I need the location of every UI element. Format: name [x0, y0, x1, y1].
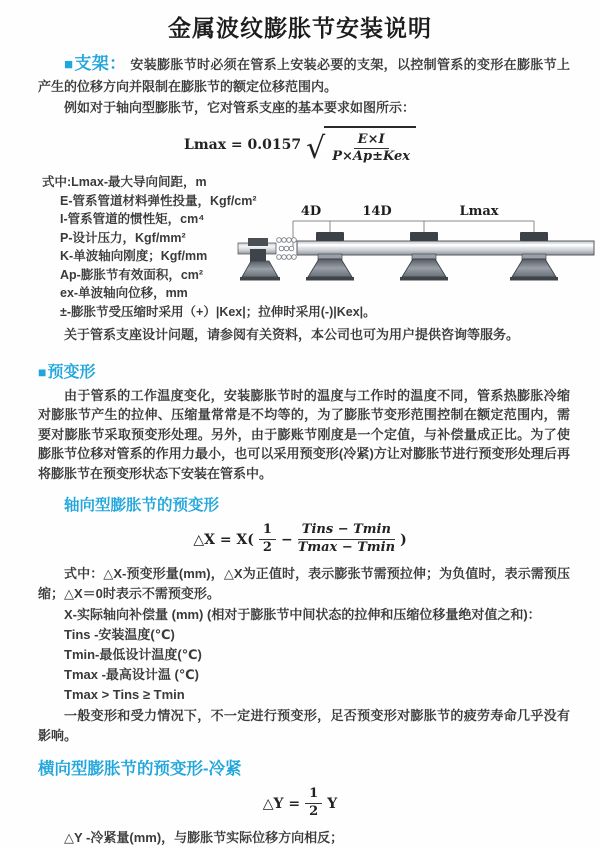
- support-example-paragraph: 例如对于轴向型膨胀节，它对管系支座的基本要求如图所示：: [64, 100, 416, 115]
- page-title: 金属波纹膨胀节安装说明: [168, 15, 432, 41]
- bellows-icon: [277, 238, 297, 260]
- predeform-paragraph: 由于管系的工作温度变化，安装膨胀节时的温度与工作时的温度不同，管系热膨胀冷缩对膨胀节产生的拉伸、压缩量常常是不均等的，为了膨胀节变形范围控制在额定范围内，需要对膨胀节采取预变形处理。另外，由于膨账节刚度是一个定值，与补偿量成正比。为了使膨胀节位移对管系的作用力最小，也可以采用预变形(冷紧)方让对膨胀节进行预变形处理后再将膨胀节在预变形状态下安装在管系中。: [38, 387, 570, 481]
- axial-explanation: 式中：△X-预变形量(mm)，△X为正值时，表示膨张节需预拉伸；为负值时，表示需预压缩；△X＝0时表示不需预变形。: [38, 566, 570, 601]
- definition-item: P-设计压力，Kgf/mm²: [60, 230, 186, 245]
- fraction-denominator: P×Ap±Kex: [332, 149, 411, 165]
- fraction-numerator: Tins − Tmin: [298, 523, 395, 540]
- guide-support: [306, 232, 354, 281]
- fraction-numerator: E×I: [354, 133, 389, 150]
- list-item: Tins -安装温度(℃): [64, 627, 175, 643]
- list-item: Tmax > Tins ≥ Tmin: [64, 687, 185, 703]
- list-item: Tmax -最高设计温 (℃): [64, 667, 199, 683]
- list-item: X-实际轴向补偿量 (mm) (相对于膨胀节中间状态的拉伸和压缩位移量绝对值之和)：: [64, 607, 541, 623]
- definition-item: I-管系管道的惯性矩，cm⁴: [60, 212, 205, 227]
- support-intro-text: 安装膨胀节时必须在管系上安装必要的支架，以控制管系的变形在膨胀节上产生的位移方向并限制在膨胀节的额定位移范围内。: [38, 57, 570, 94]
- predeform-section-heading: [38, 359, 600, 382]
- temperature-fraction: [298, 523, 395, 556]
- dim-label-14d: 14D: [362, 204, 392, 220]
- support-intro-paragraph: [38, 51, 570, 96]
- fraction-denominator: Tmax − Tmin: [297, 540, 396, 556]
- formula-rhs: ): [400, 531, 407, 548]
- half-fraction: [259, 523, 276, 556]
- formula-rhs: Y: [327, 795, 338, 812]
- radicand: [324, 126, 416, 166]
- guide-support: [510, 232, 558, 281]
- fraction-denominator: 2: [309, 804, 319, 820]
- fraction-numerator: 1: [305, 787, 322, 804]
- formula-lhs: Lmax = 0.0157: [183, 137, 302, 154]
- square-bullet-icon: ■: [38, 363, 47, 380]
- fraction-numerator: 1: [259, 523, 276, 540]
- support-section-label: 支架：: [74, 54, 127, 73]
- support-section-heading: [64, 54, 126, 73]
- pipe: [297, 241, 594, 255]
- definition-item: ex-单波轴向位移，mm: [60, 286, 188, 301]
- axial-predeform-heading: 轴向型膨胀节的预变形: [64, 497, 220, 515]
- axial-note: 一般变形和受力情况下，不一定进行预变形，足否预变形对膨胀节的疲劳寿命几乎没有影响。: [38, 708, 570, 743]
- radical-icon: √: [306, 130, 326, 166]
- half-fraction: [305, 787, 322, 820]
- fraction-denominator: 2: [262, 540, 272, 556]
- document-page: [0, 10, 600, 846]
- guide-spacing-formula: [0, 126, 600, 166]
- definitions-and-diagram: [0, 173, 600, 323]
- definition-item: Ap-膨胀节有效面积，cm²: [60, 267, 204, 282]
- lateral-predeform-heading: 横向型膨胀节的预变形-冷紧: [38, 760, 242, 779]
- anchor-support: [238, 238, 280, 281]
- fraction: [332, 133, 410, 166]
- dim-label-4d: 4D: [300, 204, 322, 220]
- axial-symbol-list: [64, 605, 600, 704]
- pipe-support-diagram: [238, 201, 598, 293]
- dim-label-lmax: Lmax: [459, 204, 499, 220]
- lateral-predeform-formula: [0, 787, 600, 820]
- guide-support: [400, 232, 448, 281]
- square-bullet-icon: ■: [64, 56, 74, 73]
- definition-item: K-单波轴向刚度；Kgf/mm: [60, 249, 208, 264]
- lateral-note: △Y -冷紧量(mm)，与膨胀节实际位移方向相反；: [64, 830, 344, 846]
- axial-predeform-formula: [0, 523, 600, 556]
- definition-item: E-管系管道材料弹性投量，Kgf/cm²: [60, 193, 257, 208]
- formula-lhs: △X = X(: [193, 531, 254, 548]
- formula-lhs: △Y =: [262, 795, 301, 812]
- minus-operator: −: [280, 531, 293, 548]
- definition-item: ±-膨胀节受压缩时采用（+）|Kex|；拉伸时采用(-)|Kex|。: [60, 304, 376, 319]
- definition-item: 式中:Lmax-最大导向间距，m: [42, 175, 207, 190]
- list-item: Tmin-最低设计温度(℃): [64, 647, 202, 663]
- support-note: 关于管系支座设计问题，请参阅有关资料，本公司也可为用户提供咨询等服务。: [64, 327, 520, 343]
- predeform-section-label: 预变形: [47, 363, 96, 381]
